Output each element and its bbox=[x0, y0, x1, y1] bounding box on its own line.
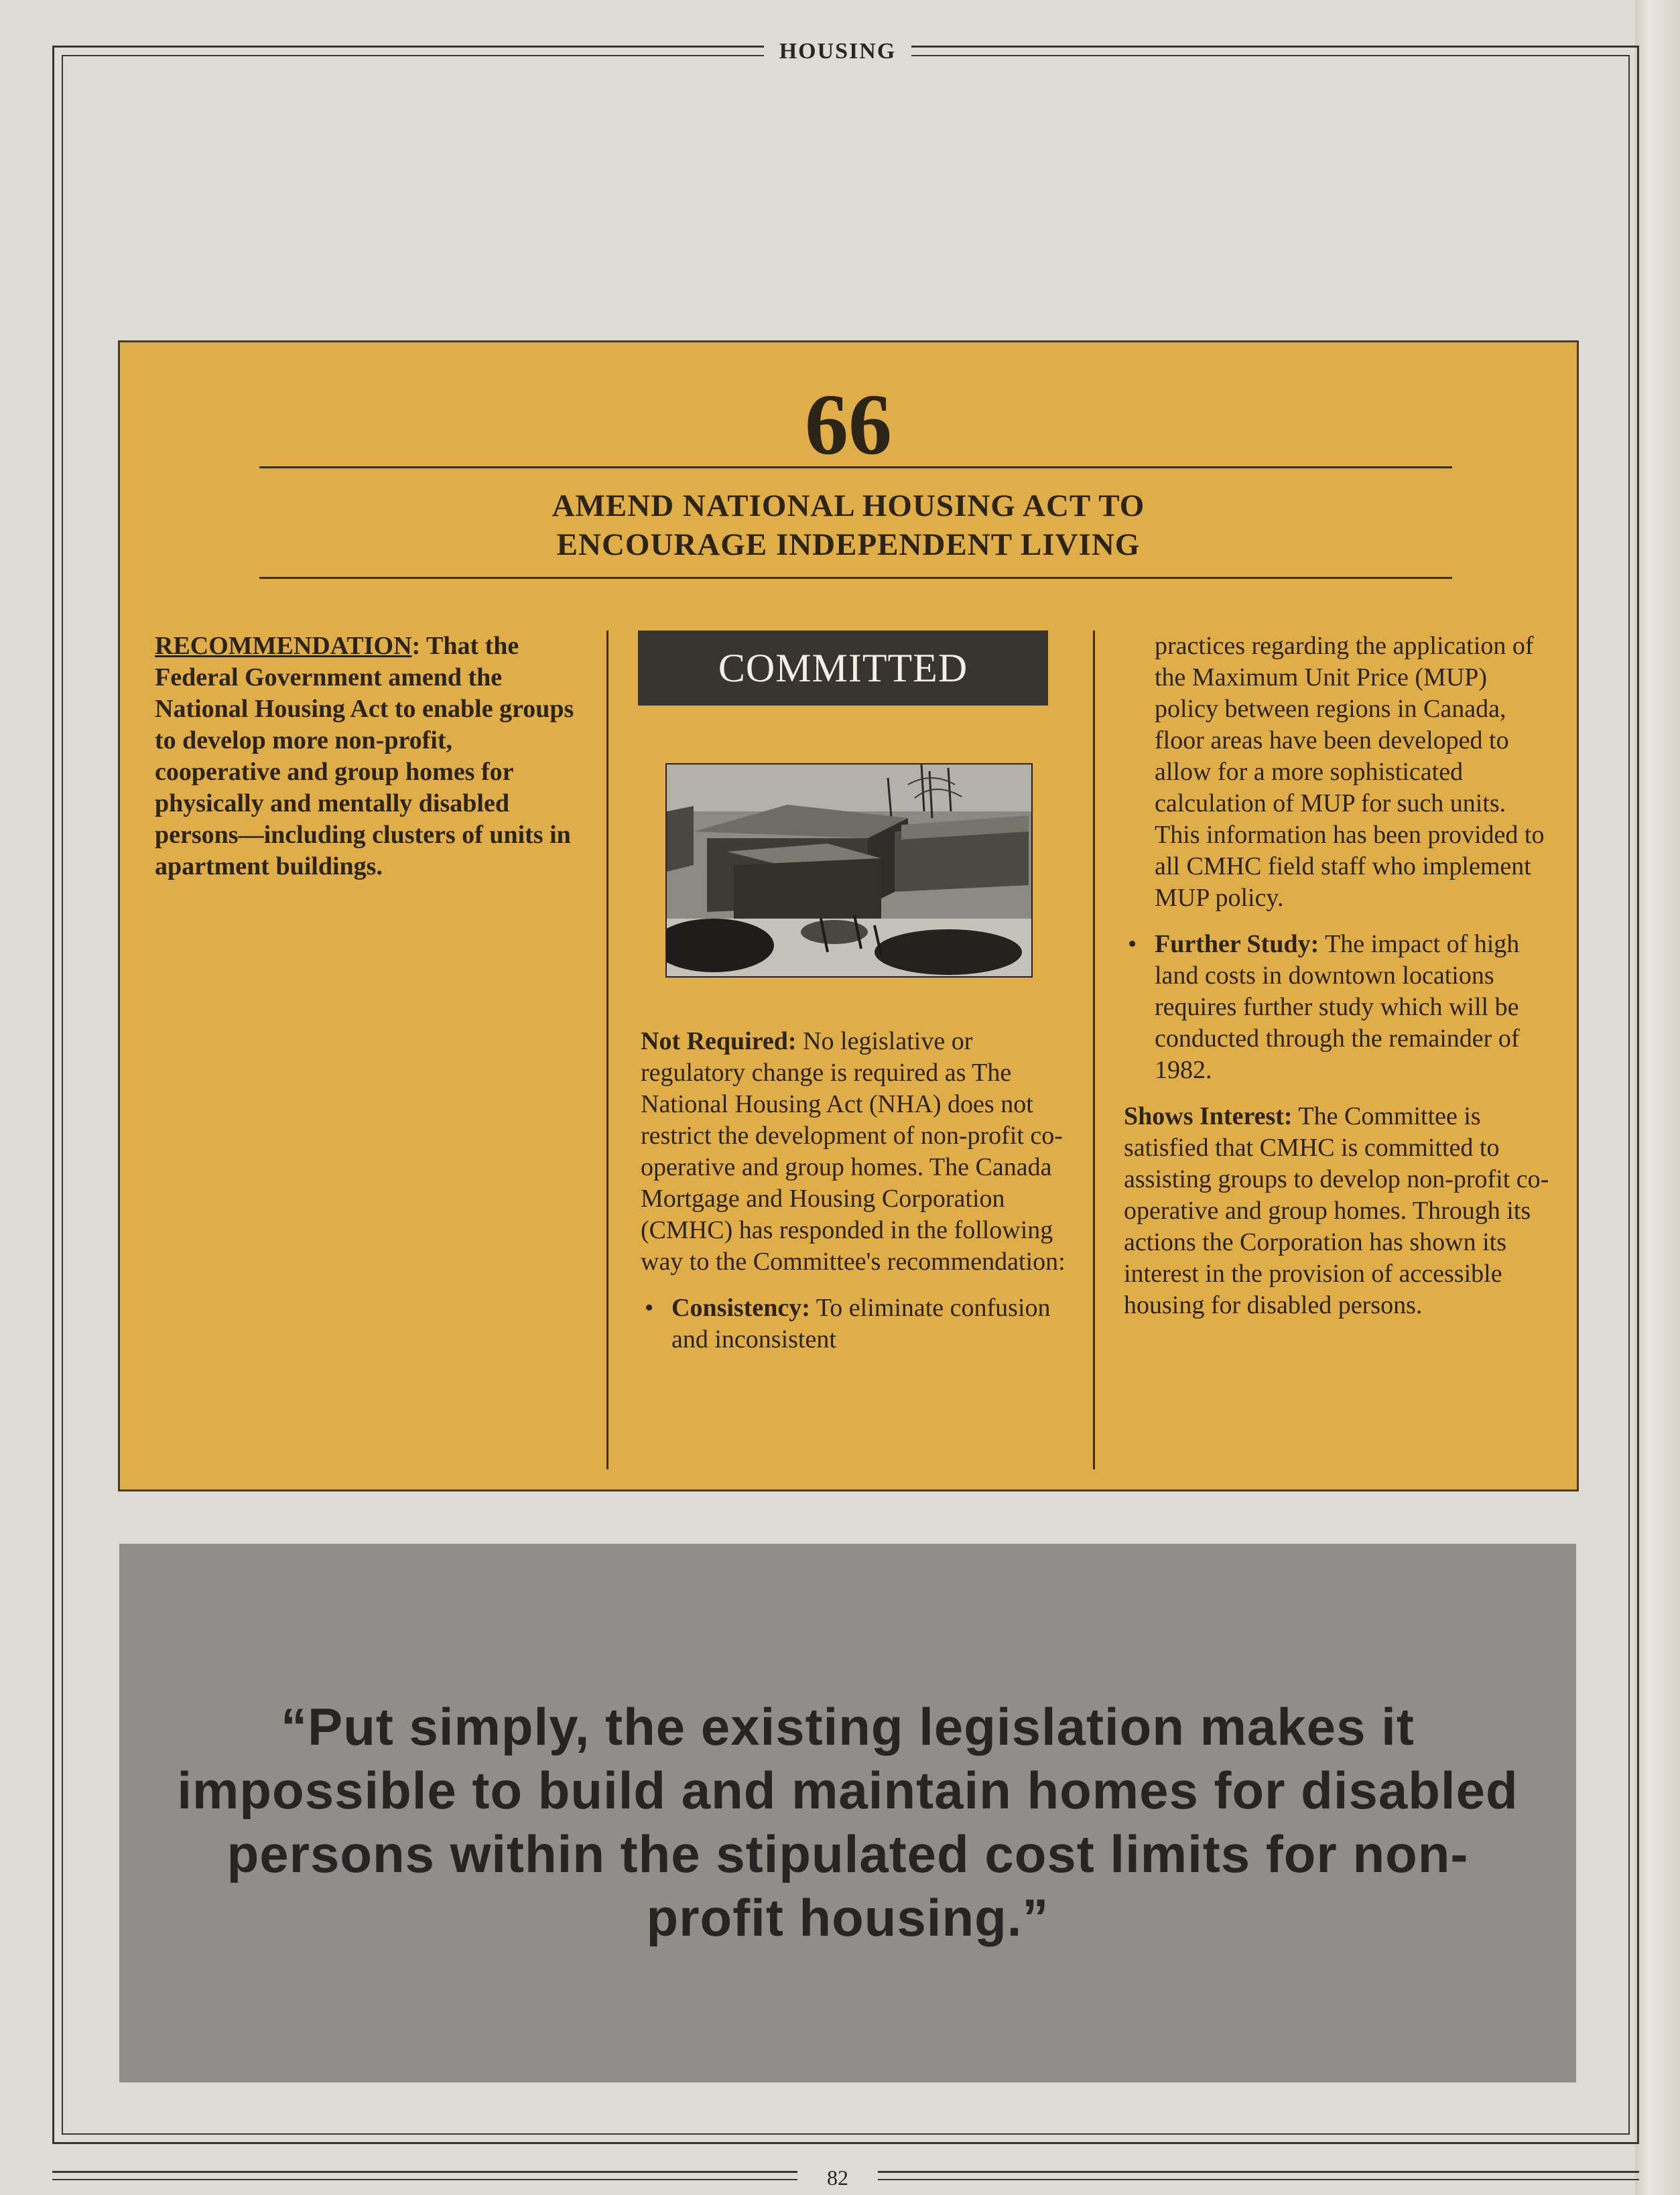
not-required-paragraph bbox=[641, 1026, 1083, 1278]
shows-interest-text: The Committee is satisfied that CMHC is committed to assisting groups to develop non-profit co-operative and group homes. Through its actions the Corporation has shown its interest in the provision of accessible housing for disabled persons. bbox=[1124, 1102, 1549, 1319]
title-rule-top bbox=[259, 466, 1452, 468]
not-required-label: Not Required: bbox=[641, 1027, 797, 1055]
page-number: 82 bbox=[797, 2166, 878, 2190]
housing-photo-illustration bbox=[667, 764, 1031, 976]
title-line-1: AMEND NATIONAL HOUSING ACT TO bbox=[552, 488, 1145, 523]
recommendation-text: : That the Federal Government amend the National Housing Act to enable groups to develop more non-profit, cooperative and group homes for physically and mentally disabled persons—including clusters of units in apartment buildings. bbox=[155, 632, 574, 880]
pull-quote-box bbox=[119, 1544, 1576, 2082]
adjacent-page-edge bbox=[1635, 0, 1680, 2195]
status-badge: COMMITTED bbox=[638, 630, 1048, 706]
further-study-text: The impact of high land costs in downtown locations requires further study which will be conducted through the remainder of 1982. bbox=[1155, 930, 1520, 1084]
housing-photo bbox=[665, 763, 1033, 978]
consistency-text: To eliminate confusion and inconsistent bbox=[671, 1294, 1051, 1353]
recommendation-number: 66 bbox=[805, 377, 892, 473]
recommendation-panel bbox=[118, 340, 1579, 1491]
bullet-icon: • bbox=[1128, 930, 1137, 958]
response-column-middle bbox=[641, 1026, 1083, 1370]
recommendation-title bbox=[120, 486, 1577, 564]
column-divider bbox=[606, 630, 608, 1469]
recommendation-label: RECOMMENDATION bbox=[155, 632, 412, 660]
title-rule-bottom bbox=[259, 577, 1452, 579]
shows-interest-label: Shows Interest: bbox=[1124, 1102, 1293, 1130]
further-study-bullet bbox=[1124, 929, 1556, 1086]
bullet-icon: • bbox=[645, 1294, 654, 1322]
title-line-2: ENCOURAGE INDEPENDENT LIVING bbox=[556, 527, 1141, 562]
consistency-bullet bbox=[641, 1292, 1083, 1355]
consistency-continuation: practices regarding the application of the Maximum Unit Price (MUP) policy between regions in Canada, floor areas have been developed to allow for a more sophisticated calculation of MUP for such units. This information has been provided to all CMHC field staff who implement MUP policy. bbox=[1155, 632, 1545, 912]
shows-interest-paragraph bbox=[1124, 1101, 1556, 1321]
further-study-label: Further Study: bbox=[1155, 930, 1319, 958]
pull-quote: “Put simply, the existing legislation makes it impossible to build and maintain homes for disabled persons within the stipulated cost limits for non-profit housing.” bbox=[177, 1697, 1519, 1947]
column-divider bbox=[1093, 630, 1095, 1469]
section-header: HOUSING bbox=[764, 39, 911, 64]
not-required-text: No legislative or regulatory change is required as The National Housing Act (NHA) does not restrict the development of non-profit co-operative and group homes. The Canada Mortgage and Housing Corporation (CMHC) has responded in the following way to the Committee's recommendation: bbox=[641, 1027, 1065, 1276]
response-column-right bbox=[1124, 630, 1556, 1336]
recommendation-text-column bbox=[155, 630, 584, 882]
consistency-label: Consistency: bbox=[671, 1294, 810, 1322]
